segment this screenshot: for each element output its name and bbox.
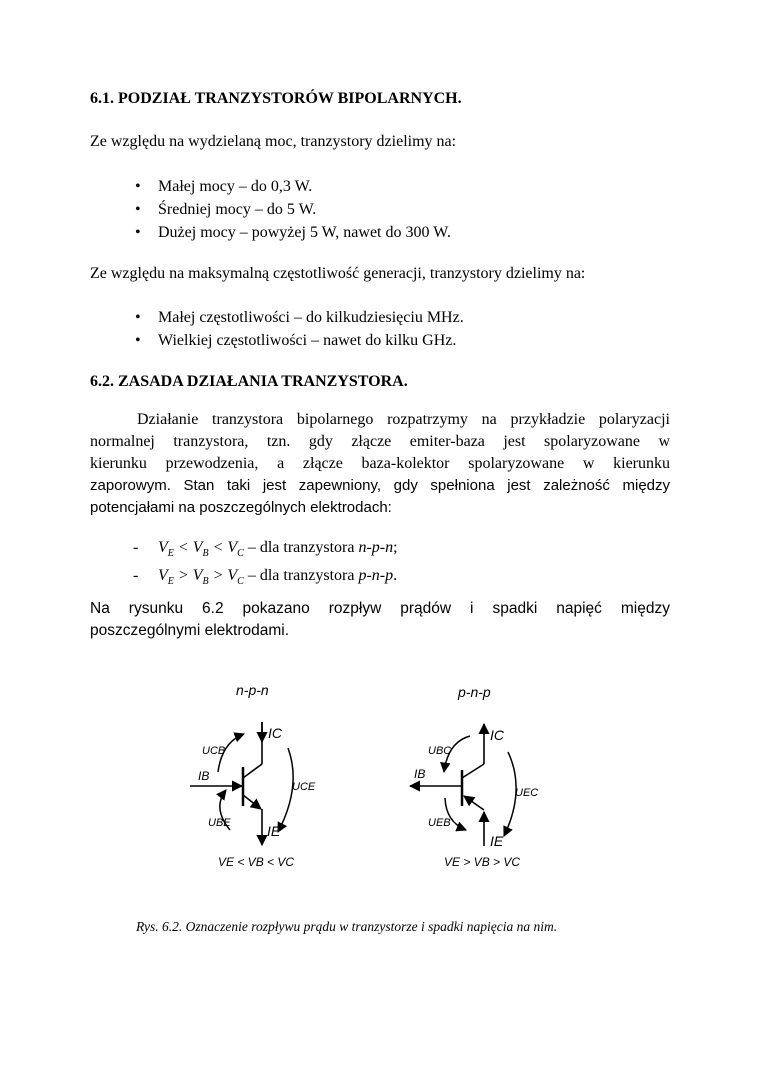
pnp-uec: UEC: [515, 787, 539, 799]
pnp-diagram: [410, 684, 538, 869]
pnp-ueb: UEB: [428, 817, 451, 829]
npn-uce: UCE: [292, 781, 316, 793]
list-item: • Dużej mocy – powyżej 5 W, nawet do 300 W.: [135, 224, 451, 241]
power-intro: Ze względu na wydzielaną moc, tranzystory dzielimy na:: [90, 133, 457, 150]
principle-paragraph: Działanie tranzystora bipolarnego rozpatrzymy na przykładzie polaryzacji normalnej tranzystora, tzn. gdy złącze emiter-baza jest spolaryzowane w kierunku przewodzenia, a złącze baza-kolektor spolaryzowane w kierunku zaporowym. Stan taki jest zapewniony, gdy spełniona jest zależność między potencjałami na poszczególnych elektrodach:: [90, 411, 670, 516]
figure-caption: Rys. 6.2. Oznaczenie rozpływu prądu w tranzystorze i spadki napięcia na nim.: [136, 919, 558, 934]
list-item: • Wielkiej częstotliwości – nawet do kilku GHz.: [135, 332, 457, 349]
npn-ube: UBE: [208, 817, 231, 829]
npn-relation: VE < VB < VC: [218, 855, 295, 869]
pnp-relation: VE > VB > VC: [444, 855, 521, 869]
pnp-ib: IB: [414, 767, 426, 781]
pnp-ie: IE: [490, 833, 504, 849]
npn-diagram: [190, 682, 316, 869]
list-item: • Małej częstotliwości – do kilkudziesięciu MHz.: [135, 309, 464, 326]
pnp-title: p-n-p: [458, 684, 491, 700]
list-item: • Średniej mocy – do 5 W.: [135, 201, 317, 218]
section-heading-6-1: 6.1. PODZIAŁ TRANZYSTORÓW BIPOLARNYCH.: [90, 90, 462, 107]
npn-ie: IE: [267, 823, 281, 839]
frequency-intro: Ze względu na maksymalną częstotliwość generacji, tranzystory dzielimy na:: [90, 265, 586, 282]
list-item: • Małej mocy – do 0,3 W.: [135, 178, 313, 195]
npn-ucb: UCB: [202, 745, 226, 757]
condition-pnp: - $V_E > V_B > V_C$ – dla tranzystora p-n-p.: [133, 567, 398, 588]
npn-ic: IC: [268, 725, 282, 741]
pnp-ic: IC: [490, 727, 504, 743]
npn-ib: IB: [198, 769, 210, 783]
pnp-ubc: UBC: [428, 745, 452, 757]
condition-npn: - $V_E < V_B < V_C$ – dla tranzystora n-p-n;: [133, 539, 398, 560]
section-heading-6-2: 6.2. ZASADA DZIAŁANIA TRANZYSTORA.: [90, 373, 408, 390]
figure-reference: Na rysunku 6.2 pokazano rozpływ prądów i spadki napięć między poszczególnymi elektrodami.: [90, 600, 670, 639]
npn-title: n-p-n: [236, 682, 269, 698]
